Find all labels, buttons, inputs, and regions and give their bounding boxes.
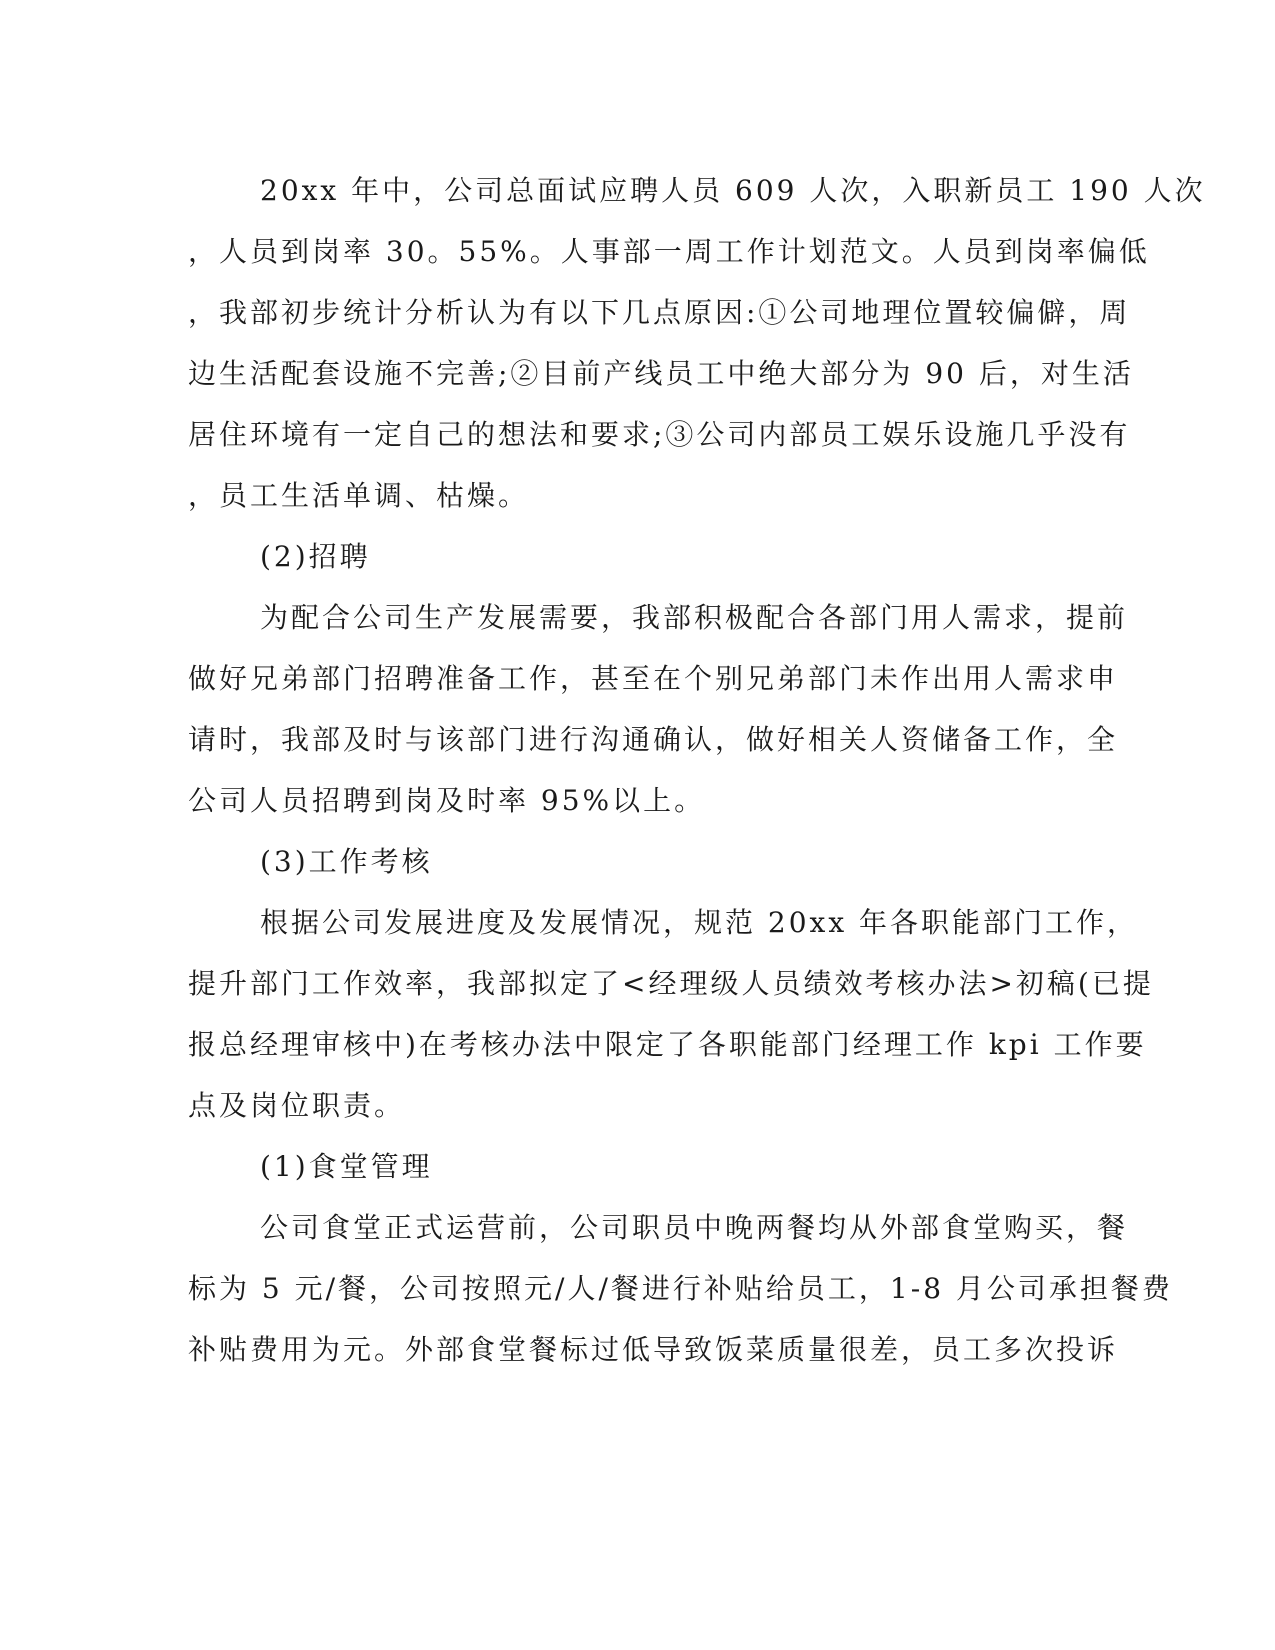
text-line: 提升部门工作效率，我部拟定了<经理级人员绩效考核办法>初稿(已提 [188,967,1154,1000]
text-line: 报总经理审核中)在考核办法中限定了各职能部门经理工作 kpi 工作要 [188,1028,1147,1061]
text-line: 点及岗位职责。 [188,1089,406,1122]
text-line: 做好兄弟部门招聘准备工作，甚至在个别兄弟部门未作出用人需求申 [188,662,1119,695]
document-body [188,160,1206,1380]
text-line: 公司人员招聘到岗及时率 95%以上。 [188,784,706,817]
text-line: 标为 5 元/餐，公司按照元/人/餐进行补贴给员工，1-8 月公司承担餐费 [188,1272,1173,1305]
text-line: 边生活配套设施不完善;②目前产线员工中绝大部分为 90 后，对生活 [188,357,1134,390]
text-line: 补贴费用为元。外部食堂餐标过低导致饭菜质量很差，员工多次投诉 [188,1333,1119,1366]
text-line: 请时，我部及时与该部门进行沟通确认，做好相关人资储备工作，全 [188,723,1119,756]
text-line: ，员工生活单调、枯燥。 [188,479,530,512]
text-line: 根据公司发展进度及发展情况，规范 20xx 年各职能部门工作， [260,906,1139,939]
text-line: ，我部初步统计分析认为有以下几点原因:①公司地理位置较偏僻，周 [188,296,1131,329]
section-heading-recruitment: (2)招聘 [260,540,371,573]
text-line: 为配合公司生产发展需要，我部积极配合各部门用人需求，提前 [260,601,1129,634]
section-heading-assessment: (3)工作考核 [260,845,433,878]
section-heading-canteen: (1)食堂管理 [260,1150,433,1183]
text-line: 公司食堂正式运营前，公司职员中晚两餐均从外部食堂购买，餐 [260,1211,1129,1244]
text-line: 居住环境有一定自己的想法和要求;③公司内部员工娱乐设施几乎没有 [188,418,1131,451]
text-line: ，人员到岗率 30。55%。人事部一周工作计划范文。人员到岗率偏低 [188,235,1150,268]
text-line: 20xx 年中，公司总面试应聘人员 609 人次，入职新员工 190 人次 [260,174,1206,207]
